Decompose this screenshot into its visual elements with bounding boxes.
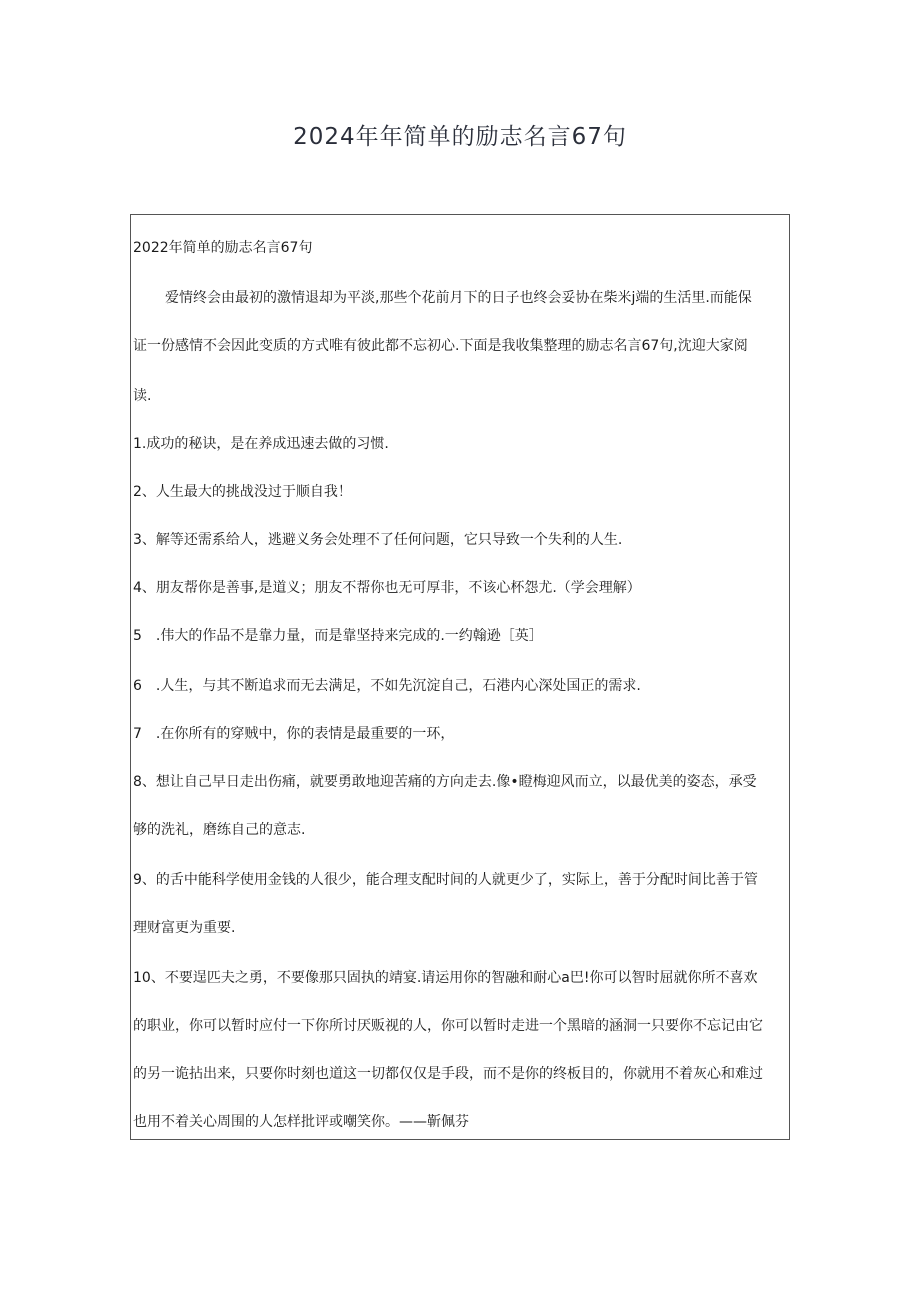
quote-item-continuation: 也用不着关心周围的人怎样批评或嘲笑你。——靳佩芬 bbox=[133, 1114, 469, 1130]
quote-item: 10、不要逞匹夫之勇，不要像那只固执的靖宴.请运用你的智融和耐心a巴!你可以智时屈就你所不喜欢 bbox=[133, 970, 758, 986]
paragraph-line: 爱情终会由最初的激情退却为平淡,那些个花前月下的日子也终会妥协在柴米j端的生活里.而能保 bbox=[165, 290, 752, 306]
quote-item: 9、的舌中能科学使用金钱的人很少，能合理支配时间的人就更少了，实际上，善于分配时间比善于管 bbox=[133, 872, 758, 888]
quote-item: 4、朋友帮你是善事,是道义；朋友不帮你也无可厚非，不该心杯怨尤.（学会理解） bbox=[133, 580, 641, 596]
quote-item: 5 .伟大的作品不是靠力量，而是靠坚持来完成的.一约翰逊［英］ bbox=[133, 628, 543, 644]
quote-item: 1.成功的秘诀，是在养成迅速去做的习惯. bbox=[133, 436, 389, 452]
content-subtitle: 2022年简单的励志名言67句 bbox=[133, 240, 313, 256]
paragraph-line: 读. bbox=[133, 388, 152, 404]
quote-item-continuation: 的职业，你可以暂时应付一下你所讨厌贩视的人，你可以暂时走进一个黑暗的涵洞一只要你不忘记由它 bbox=[133, 1018, 763, 1034]
quote-item: 7 .在你所有的穿贼中，你的表情是最重要的一环， bbox=[133, 726, 455, 742]
quote-item-continuation: 的另一诡拈出来，只要你时刻也道这一切都仅仅是手段，而不是你的终板目的，你就用不着灰心和难过 bbox=[133, 1066, 763, 1082]
page-title: 2024年年简单的励志名言67句 bbox=[293, 124, 627, 150]
quote-item-continuation: 理财富更为重要. bbox=[133, 920, 236, 936]
quote-item: 3、解等还需系给人，逃避义务会处理不了任何问题，它只导致一个失利的人生. bbox=[133, 532, 623, 548]
quote-item-continuation: 够的洗礼，磨练自己的意志. bbox=[133, 822, 306, 838]
paragraph-line: 证一份感情不会因此变质的方式唯有彼此都不忘初心.下面是我收集整理的励志名言67句,沈迎大家阅 bbox=[133, 338, 748, 354]
content-box bbox=[130, 214, 790, 1140]
quote-item: 8、想让自己早日走出伤痛，就要勇敢地迎苦痛的方向走去.像•瞪梅迎风而立，以最优美的姿态，承受 bbox=[133, 774, 757, 790]
quote-item: 2、人生最大的挑战没过于顺自我！ bbox=[133, 484, 352, 500]
quote-item: 6 .人生，与其不断追求而无去满足，不如先沉淀自己，石港内心深处国正的需求. bbox=[133, 678, 641, 694]
